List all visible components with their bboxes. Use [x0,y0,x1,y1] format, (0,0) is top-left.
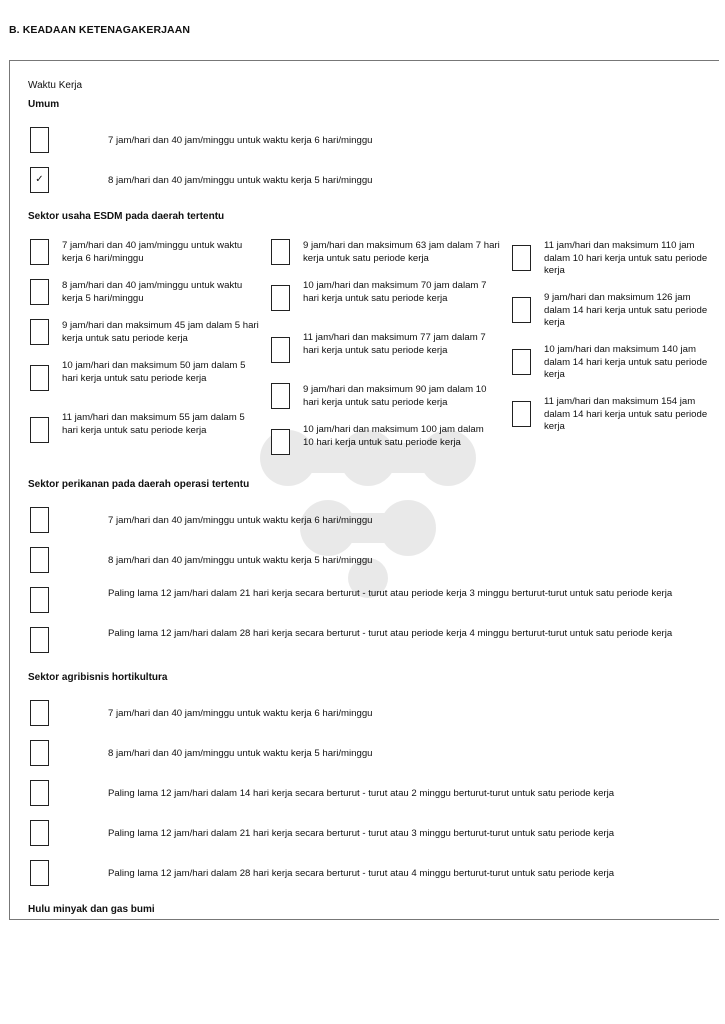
option-line: 11 jam/hari dan maksimum 110 jam [544,240,695,251]
option-label-esdm-c2-1: 9 jam/hari dan maksimum 63 jam dalam 7 hari kerja untuk satu periode kerja [303,240,500,264]
checkbox-esdm-c1-5[interactable] [30,417,49,443]
option-line: dalam 14 hari kerja untuk satu periode [544,356,708,368]
checkbox-esdm-c3-1[interactable] [512,245,531,271]
option-label-esdm-c1-4: 10 jam/hari dan maksimum 50 jam dalam 5 hari kerja untuk satu periode kerja [62,360,246,384]
option-label-esdm-c2-5: 10 jam/hari dan maksimum 100 jam dalam 10 hari kerja untuk satu periode kerja [303,424,484,448]
checkbox-esdm-c1-1[interactable] [30,239,49,265]
group-title-esdm: Sektor usaha ESDM pada daerah tertentu [28,211,225,222]
checkbox-agribisnis-3[interactable] [30,780,49,806]
option-label-esdm-c2-2: 10 jam/hari dan maksimum 70 jam dalam 7 hari kerja untuk satu periode kerja [303,280,487,304]
field-label-waktu-kerja: Waktu Kerja [28,80,83,91]
option-line: kerja [544,421,565,432]
option-label-agribisnis-5: Paling lama 12 jam/hari dalam 28 hari kerja secara berturut - turut atau 4 minggu berturut-turut untuk satu periode kerja [108,868,615,879]
group-title-umum: Umum [28,99,60,110]
option-label-esdm-c3-4 [544,396,714,434]
option-label-perikanan-4: Paling lama 12 jam/hari dalam 28 hari kerja secara berturut - turut atau periode kerja 4 minggu berturut-turut untuk satu periode kerja [108,628,673,639]
option-label-esdm-c3-1 [544,240,714,278]
option-label-esdm-c1-5: 11 jam/hari dan maksimum 55 jam dalam 5 hari kerja untuk satu periode kerja [62,412,245,436]
option-label-perikanan-3: Paling lama 12 jam/hari dalam 21 hari kerja secara berturut - turut atau periode kerja 3 minggu berturut-turut untuk satu periode kerja [108,588,673,599]
checkbox-esdm-c2-1[interactable] [271,239,290,265]
group-title-migas: Hulu minyak dan gas bumi [28,904,155,915]
option-label-umum-2: 8 jam/hari dan 40 jam/minggu untuk waktu kerja 5 hari/minggu [108,175,373,186]
option-label-esdm-c2-4: 9 jam/hari dan maksimum 90 jam dalam 10 hari kerja untuk satu periode kerja [303,384,487,408]
checkbox-esdm-c3-3[interactable] [512,349,531,375]
option-line: dalam 14 hari kerja untuk satu periode [544,408,708,420]
group-title-agribisnis: Sektor agribisnis hortikultura [28,672,168,683]
option-line: kerja [544,265,565,276]
checkbox-esdm-c1-2[interactable] [30,279,49,305]
checkbox-umum-1[interactable] [30,127,49,153]
option-label-esdm-c2-3: 11 jam/hari dan maksimum 77 jam dalam 7 hari kerja untuk satu periode kerja [303,332,486,356]
checkbox-esdm-c2-2[interactable] [271,285,290,311]
checkbox-perikanan-3[interactable] [30,587,49,613]
option-label-perikanan-1: 7 jam/hari dan 40 jam/minggu untuk waktu kerja 6 hari/minggu [108,515,373,526]
checkbox-esdm-c2-5[interactable] [271,429,290,455]
checkbox-agribisnis-2[interactable] [30,740,49,766]
option-label-perikanan-2: 8 jam/hari dan 40 jam/minggu untuk waktu kerja 5 hari/minggu [108,555,373,566]
section-title: B. KEADAAN KETENAGAKERJAAN [9,24,191,36]
option-label-agribisnis-4: Paling lama 12 jam/hari dalam 21 hari kerja secara berturut - turut atau 3 minggu berturut-turut untuk satu periode kerja [108,828,615,839]
option-line: kerja [544,317,565,328]
checkbox-esdm-c3-2[interactable] [512,297,531,323]
option-line: 11 jam/hari dan maksimum 154 jam [544,396,696,407]
option-label-agribisnis-3: Paling lama 12 jam/hari dalam 14 hari kerja secara berturut - turut atau 2 minggu berturut-turut untuk satu periode kerja [108,788,615,799]
option-label-esdm-c1-3: 9 jam/hari dan maksimum 45 jam dalam 5 hari kerja untuk satu periode kerja [62,320,259,344]
option-label-esdm-c3-3 [544,344,714,382]
group-title-perikanan: Sektor perikanan pada daerah operasi tertentu [28,479,250,490]
option-line: kerja [544,369,565,380]
option-line: dalam 10 hari kerja untuk satu periode [544,252,708,264]
checkbox-esdm-c2-3[interactable] [271,337,290,363]
checkbox-esdm-c1-4[interactable] [30,365,49,391]
checkbox-esdm-c3-4[interactable] [512,401,531,427]
option-line: 10 jam/hari dan maksimum 140 jam [544,344,696,355]
checkbox-agribisnis-1[interactable] [30,700,49,726]
checkbox-perikanan-2[interactable] [30,547,49,573]
option-label-esdm-c3-2 [544,292,714,330]
checkbox-perikanan-1[interactable] [30,507,49,533]
option-label-agribisnis-1: 7 jam/hari dan 40 jam/minggu untuk waktu kerja 6 hari/minggu [108,708,373,719]
checkmark-icon: ✓ [35,174,44,185]
checkbox-perikanan-4[interactable] [30,627,49,653]
option-line: 9 jam/hari dan maksimum 126 jam [544,292,691,303]
checkbox-umum-2[interactable] [30,167,49,193]
checkbox-esdm-c1-3[interactable] [30,319,49,345]
option-line: dalam 14 hari kerja untuk satu periode [544,304,708,316]
option-label-umum-1: 7 jam/hari dan 40 jam/minggu untuk waktu kerja 6 hari/minggu [108,135,373,146]
option-label-agribisnis-2: 8 jam/hari dan 40 jam/minggu untuk waktu kerja 5 hari/minggu [108,748,373,759]
checkbox-esdm-c2-4[interactable] [271,383,290,409]
checkbox-agribisnis-4[interactable] [30,820,49,846]
option-label-esdm-c1-1: 7 jam/hari dan 40 jam/minggu untuk waktu kerja 6 hari/minggu [62,240,243,264]
checkbox-agribisnis-5[interactable] [30,860,49,886]
option-label-esdm-c1-2: 8 jam/hari dan 40 jam/minggu untuk waktu kerja 5 hari/minggu [62,280,243,304]
